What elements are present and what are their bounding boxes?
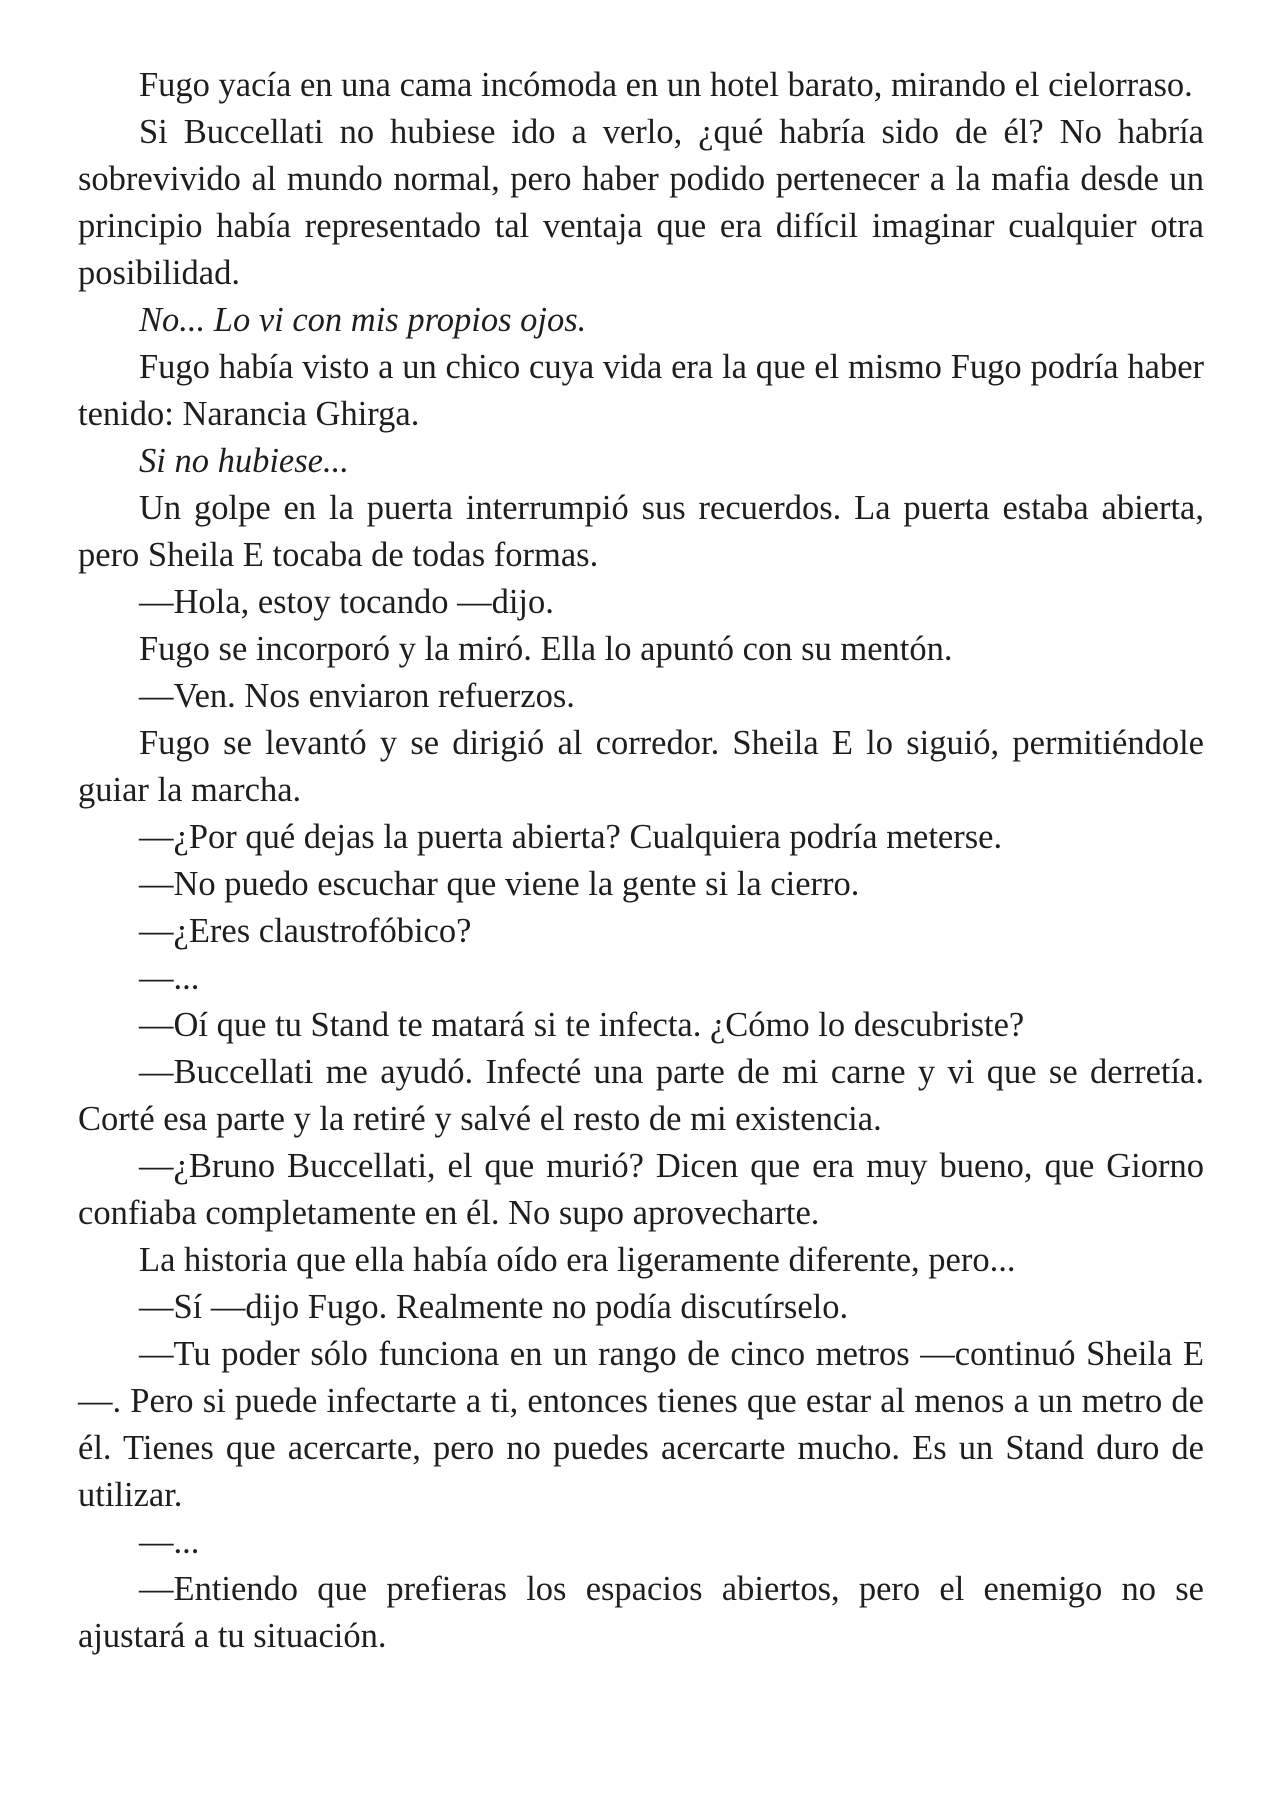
dialogue-line: —¿Por qué dejas la puerta abierta? Cualquiera podría meterse. [139,818,1003,856]
paragraph: Fugo se incorporó y la miró. Ella lo apuntó con su mentón. [139,630,953,668]
dialogue-line: —Ven. Nos enviaron refuerzos. [139,677,575,715]
paragraph: Fugo había visto a un chico cuya vida era la que el mismo Fugo podría haber tenido: Narancia Ghirga. [78,348,1204,433]
paragraph-italic: Si no hubiese... [139,442,349,480]
dialogue-line: —No puedo escuchar que viene la gente si la cierro. [139,865,860,903]
paragraph: Fugo yacía en una cama incómoda en un hotel barato, mirando el cielorraso. [139,66,1193,104]
book-page [78,62,1204,1660]
dialogue-line: —... [139,1523,200,1561]
dialogue-line: —Hola, estoy tocando —dijo. [139,583,554,621]
dialogue-line: —... [139,959,200,997]
paragraph: Fugo se levantó y se dirigió al corredor. Sheila E lo siguió, permitiéndole guiar la marcha. [78,724,1204,809]
paragraph-italic: No... Lo vi con mis propios ojos. [139,301,587,339]
dialogue-line: —Entiendo que prefieras los espacios abiertos, pero el enemigo no se ajustará a tu situación. [78,1570,1204,1655]
dialogue-line: —¿Bruno Buccellati, el que murió? Dicen que era muy bueno, que Giorno confiaba completamente en él. No supo aprovecharte. [78,1147,1204,1232]
dialogue-line: —Oí que tu Stand te matará si te infecta. ¿Cómo lo descubriste? [139,1006,1025,1044]
paragraph: Si Buccellati no hubiese ido a verlo, ¿qué habría sido de él? No habría sobrevivido al mundo normal, pero haber podido pertenecer a la mafia desde un principio había representado tal ventaja que era difícil imaginar cualquier otra posibilidad. [78,113,1204,292]
dialogue-line: —Tu poder sólo funciona en un rango de cinco metros —continuó Sheila E—. Pero si puede infectarte a ti, entonces tienes que estar al menos a un metro de él. Tienes que acercarte, pero no puedes acercarte mucho. Es un Stand duro de utilizar. [78,1335,1204,1514]
dialogue-line: —¿Eres claustrofóbico? [139,912,472,950]
dialogue-line: —Sí —dijo Fugo. Realmente no podía discutírselo. [139,1288,849,1326]
dialogue-line: —Buccellati me ayudó. Infecté una parte de mi carne y vi que se derretía. Corté esa parte y la retiré y salvé el resto de mi existencia. [78,1053,1204,1138]
paragraph: Un golpe en la puerta interrumpió sus recuerdos. La puerta estaba abierta, pero Sheila E tocaba de todas formas. [78,489,1204,574]
paragraph: La historia que ella había oído era ligeramente diferente, pero... [139,1241,1016,1279]
